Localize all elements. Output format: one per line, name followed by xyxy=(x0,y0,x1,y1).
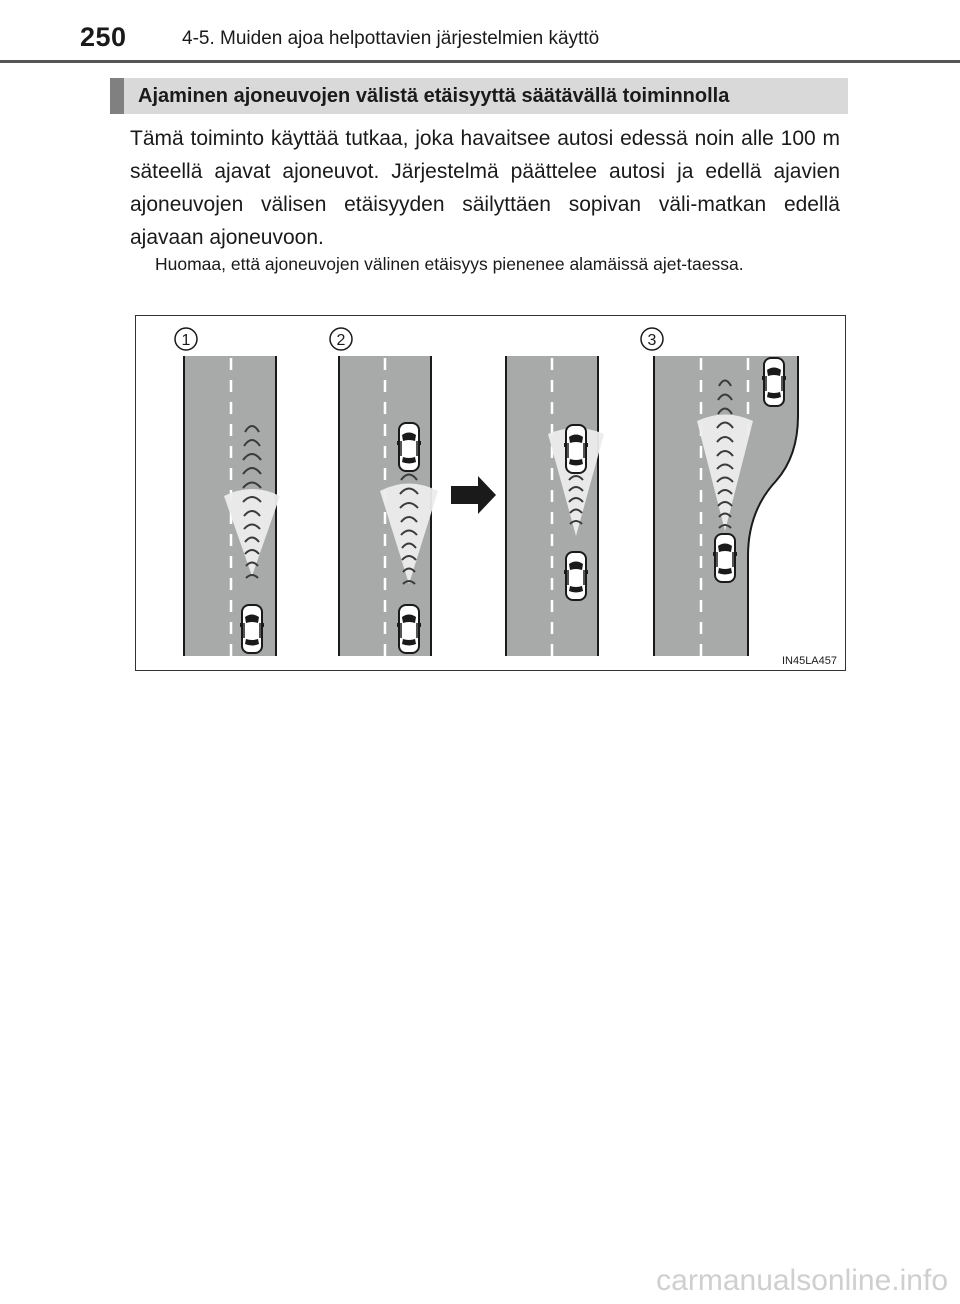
lead-car-2 xyxy=(397,423,421,471)
svg-text:2: 2 xyxy=(336,332,346,349)
body-paragraph: Tämä toiminto käyttää tutkaa, joka havaitsee autosi edessä noin alle 100 m säteellä ajavat ajoneuvot. Järjestelmä päättelee autosi ja edellä ajavien ajoneuvojen välisen etäisyyden säilyttäen sopivan väli-matkan edellä ajavaan ajoneuvoon. xyxy=(130,127,840,249)
marker-1 xyxy=(175,328,197,350)
lead-car-3b xyxy=(762,358,786,406)
right-arrow-icon xyxy=(451,476,496,514)
section-heading-bar xyxy=(110,78,848,114)
note-paragraph: Huomaa, että ajoneuvojen välinen etäisyys pienenee alamäissä ajet-taessa. xyxy=(155,254,744,274)
marker-2 xyxy=(330,328,352,350)
section-title: Ajaminen ajoneuvojen välistä etäisyyttä säätävällä toiminnolla xyxy=(138,85,730,107)
own-car-1 xyxy=(240,605,264,653)
lead-car-3a xyxy=(564,425,588,473)
running-header: 4-5. Muiden ajoa helpottavien järjestelmien käyttö xyxy=(182,28,600,49)
page-number: 250 xyxy=(80,22,127,52)
svg-text:1: 1 xyxy=(181,332,191,349)
watermark: carmanualsonline.info xyxy=(656,1264,948,1297)
figure-code: IN45LA457 xyxy=(781,655,837,667)
radar-cruise-figure xyxy=(135,315,846,671)
own-car-2 xyxy=(397,605,421,653)
header-rule xyxy=(0,60,960,63)
figure-illustration xyxy=(136,316,847,672)
own-car-3b xyxy=(713,534,737,582)
marker-3 xyxy=(641,328,663,350)
own-car-3a xyxy=(564,552,588,600)
svg-text:3: 3 xyxy=(647,332,657,349)
